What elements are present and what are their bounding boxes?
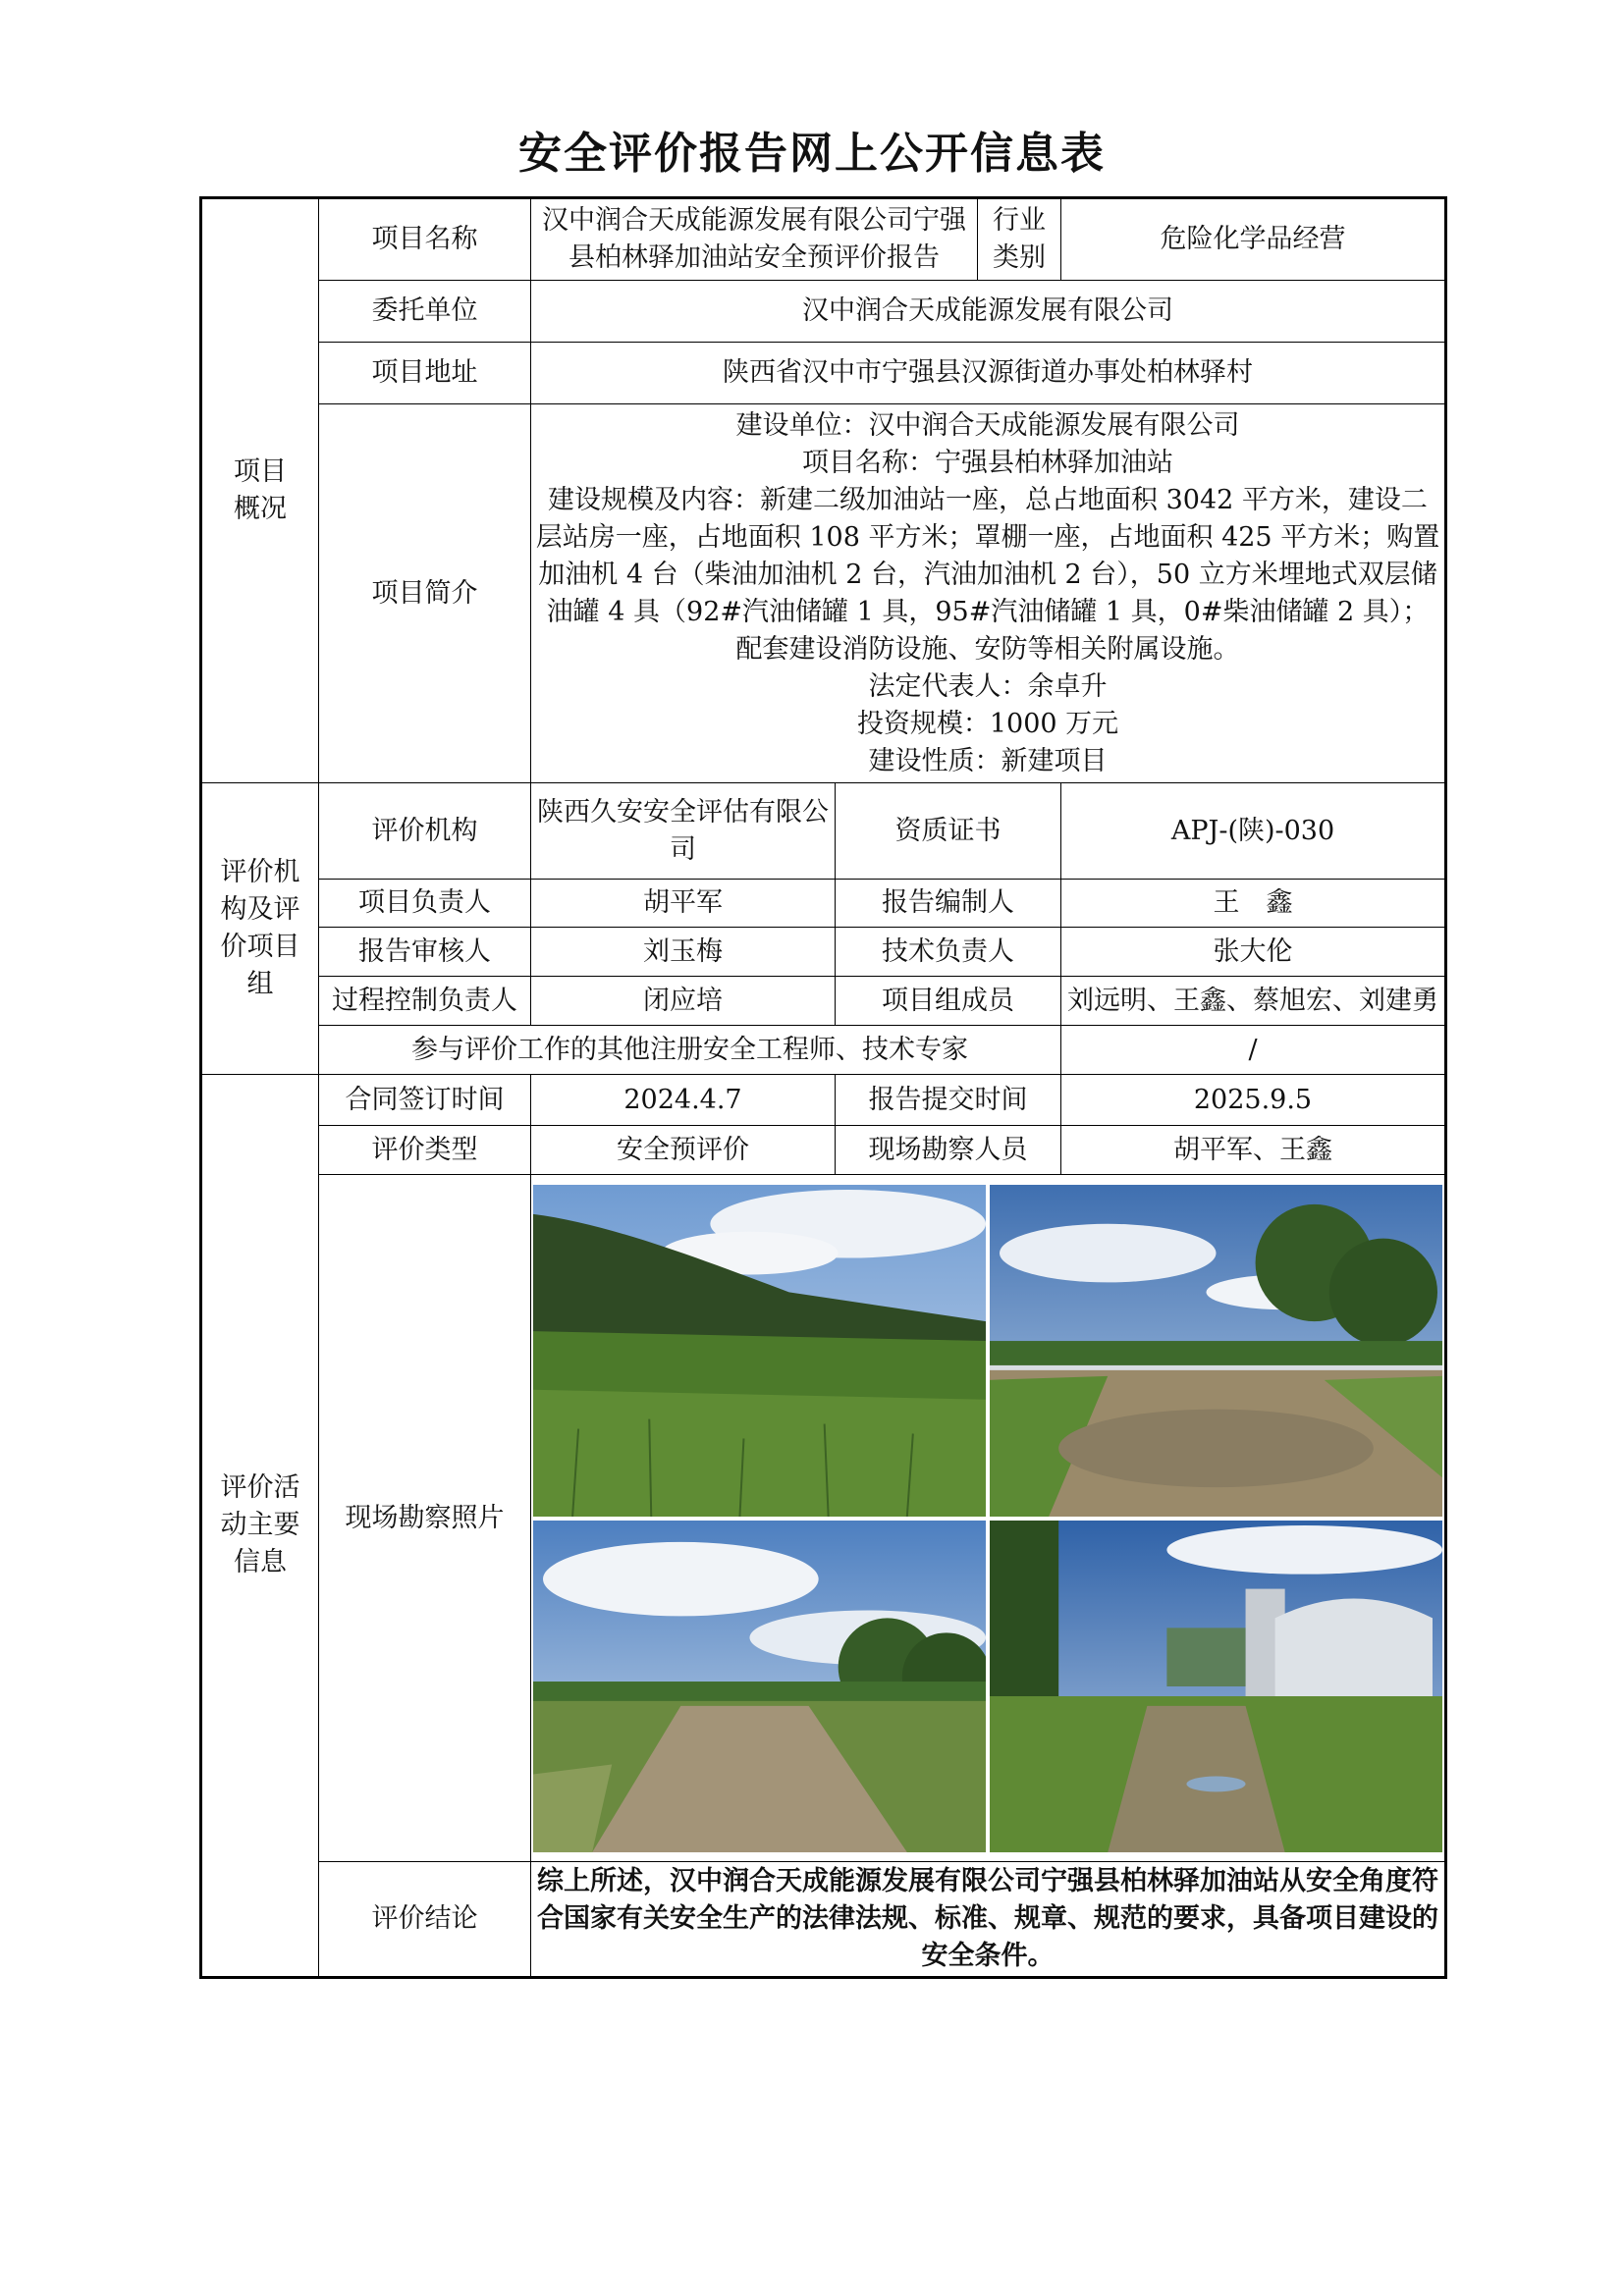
photos-cell xyxy=(531,1175,1446,1862)
members-value: 刘远明、王鑫、蔡旭宏、刘建勇 xyxy=(1061,977,1446,1026)
org-value: 陕西久安安全评估有限公司 xyxy=(531,783,836,880)
site-photo-hillside xyxy=(533,1185,986,1517)
type-label: 评价类型 xyxy=(319,1126,531,1175)
surveyors-value: 胡平军、王鑫 xyxy=(1061,1126,1446,1175)
section-activity-label: 评价活 动主要 信息 xyxy=(201,1075,319,1978)
address-value: 陕西省汉中市宁强县汉源街道办事处柏林驿村 xyxy=(531,343,1446,404)
author-label: 报告编制人 xyxy=(836,880,1061,928)
section-overview-label: 项目 概况 xyxy=(201,198,319,783)
project-name-value: 汉中润合天成能源发展有限公司宁强县柏林驿加油站安全预评价报告 xyxy=(531,198,978,281)
others-value: / xyxy=(1061,1026,1446,1075)
section-team-label: 评价机 构及评 价项目 组 xyxy=(201,783,319,1075)
process-label: 过程控制负责人 xyxy=(319,977,531,1026)
lead-value: 胡平军 xyxy=(531,880,836,928)
type-value: 安全预评价 xyxy=(531,1126,836,1175)
author-value: 王 鑫 xyxy=(1061,880,1446,928)
client-value: 汉中润合天成能源发展有限公司 xyxy=(531,281,1446,343)
process-value: 闭应培 xyxy=(531,977,836,1026)
project-name-label: 项目名称 xyxy=(319,198,531,281)
reviewer-value: 刘玉梅 xyxy=(531,928,836,977)
cert-label: 资质证书 xyxy=(836,783,1061,880)
intro-builder: 建设单位：汉中润合天成能源发展有限公司 xyxy=(735,409,1240,441)
industry-value: 危险化学品经营 xyxy=(1061,198,1446,281)
intro-name: 项目名称：宁强县柏林驿加油站 xyxy=(802,447,1173,478)
site-photo-road-view xyxy=(533,1521,986,1852)
intro-investment: 投资规模：1000 万元 xyxy=(856,708,1119,739)
lead-label: 项目负责人 xyxy=(319,880,531,928)
industry-label: 行业类别 xyxy=(978,198,1061,281)
contract-label: 合同签订时间 xyxy=(319,1075,531,1126)
intro-scale: 建设规模及内容：新建二级加油站一座，总占地面积 3042 平方米，建设二层站房一座，占地面积 108 平方米；罩棚一座，占地面积 425 平方米；购置加油机 4 台（柴油加油机 2 台，汽油加油机 2 台），50 立方米埋地式双层储油罐 4 具（92#汽油储罐 1 具，95#汽油储罐 1 具，0#柴油储罐 2 具）；配套建设消防设施、安防等相关附属设施。 xyxy=(535,484,1440,665)
conclusion-value: 综上所述，汉中润合天成能源发展有限公司宁强县柏林驿加油站从安全角度符合国家有关安全生产的法律法规、标准、规章、规范的要求，具备项目建设的安全条件。 xyxy=(531,1862,1446,1978)
intro-nature: 建设性质：新建项目 xyxy=(868,745,1108,776)
surveyors-label: 现场勘察人员 xyxy=(836,1126,1061,1175)
reviewer-label: 报告审核人 xyxy=(319,928,531,977)
tech-value: 张大伦 xyxy=(1061,928,1446,977)
client-label: 委托单位 xyxy=(319,281,531,343)
intro-legal-rep: 法定代表人：余卓升 xyxy=(868,670,1108,702)
intro-body xyxy=(531,404,1446,783)
page-title: 安全评价报告网上公开信息表 xyxy=(518,129,1106,179)
submit-value: 2025.9.5 xyxy=(1061,1075,1446,1126)
site-photo-building xyxy=(990,1521,1442,1852)
members-label: 项目组成员 xyxy=(836,977,1061,1026)
photos-label: 现场勘察照片 xyxy=(319,1175,531,1862)
conclusion-label: 评价结论 xyxy=(319,1862,531,1978)
info-table xyxy=(199,196,1447,1979)
site-photo-dirt-lot xyxy=(990,1185,1442,1517)
submit-label: 报告提交时间 xyxy=(836,1075,1061,1126)
cert-value: APJ-(陕)-030 xyxy=(1061,783,1446,880)
tech-label: 技术负责人 xyxy=(836,928,1061,977)
contract-value: 2024.4.7 xyxy=(531,1075,836,1126)
address-label: 项目地址 xyxy=(319,343,531,404)
org-label: 评价机构 xyxy=(319,783,531,880)
intro-label: 项目简介 xyxy=(319,404,531,783)
others-label: 参与评价工作的其他注册安全工程师、技术专家 xyxy=(319,1026,1061,1075)
